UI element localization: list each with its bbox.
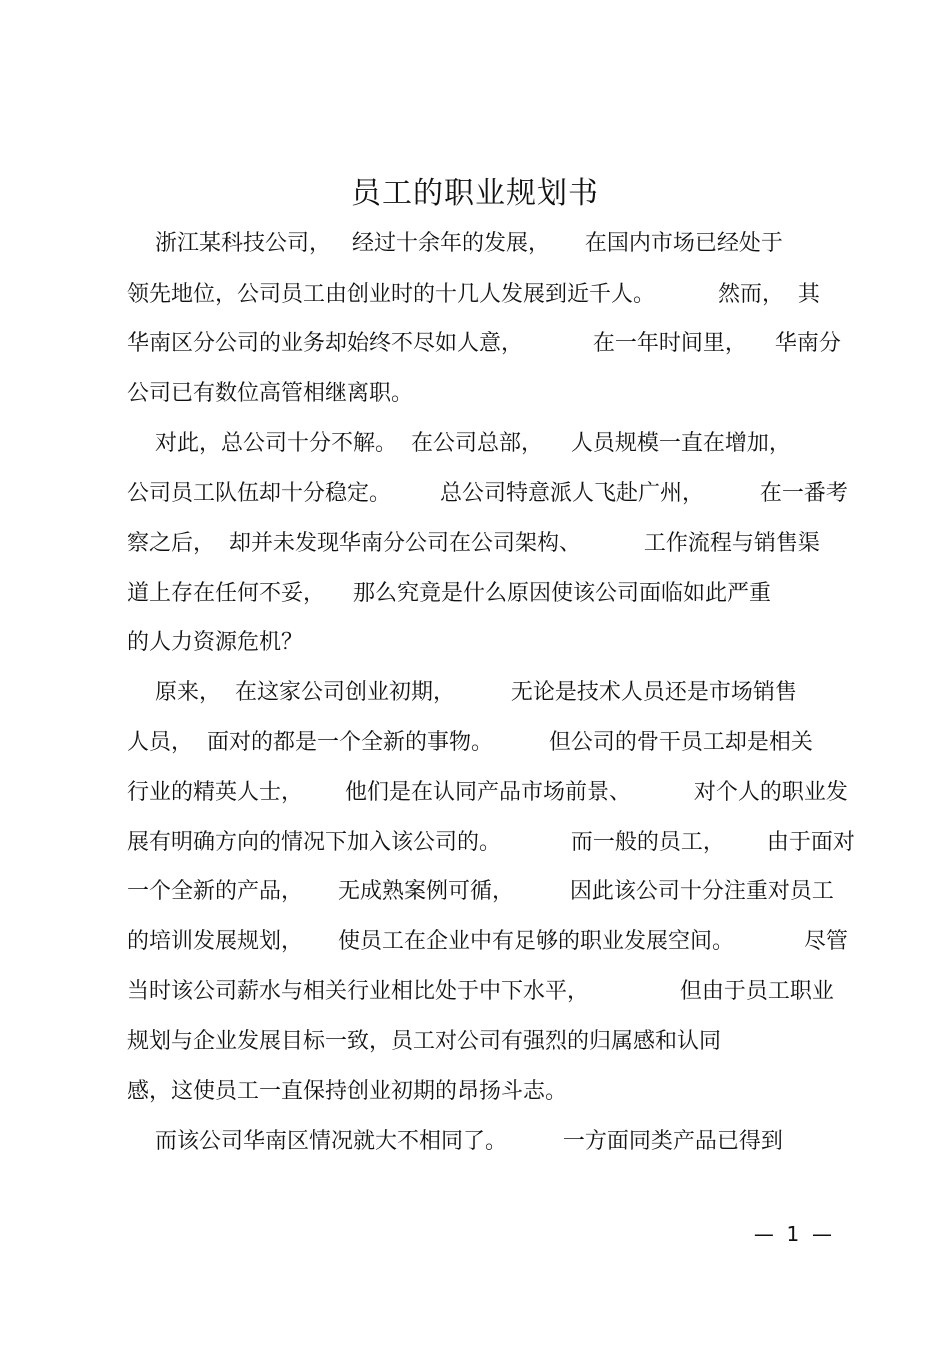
text-line: 而该公司华南区情况就大不相同了。 一方面同类产品已得到 bbox=[127, 1129, 783, 1154]
text-line: 原来， 在这家公司创业初期， 无论是技术人员还是市场销售 bbox=[127, 680, 797, 705]
text-line: 道上存在任何不妥， 那么究竟是什么原因使该公司面临如此严重 bbox=[127, 581, 771, 606]
text-line: 当时该公司薪水与相关行业相比处于中下水平， 但由于员工职业 bbox=[127, 979, 834, 1004]
text-line: 的人力资源危机？ bbox=[127, 630, 304, 655]
text-line: 展有明确方向的情况下加入该公司的。 而一般的员工， 由于面对 bbox=[127, 830, 855, 855]
text-line: 对此，总公司十分不解。 在公司总部， 人员规模一直在增加， bbox=[127, 431, 791, 456]
text-line: 一个全新的产品， 无成熟案例可循， 因此该公司十分注重对员工 bbox=[127, 879, 834, 904]
text-line: 感，这使员工一直保持创业初期的昂扬斗志。 bbox=[127, 1079, 568, 1104]
text-line: 浙江某科技公司， 经过十余年的发展， 在国内市场已经处于 bbox=[127, 231, 783, 256]
text-line: 规划与企业发展目标一致，员工对公司有强烈的归属感和认同 bbox=[127, 1029, 722, 1054]
text-line: 察之后， 却并未发现华南分公司在公司架构、 工作流程与销售渠 bbox=[127, 531, 820, 556]
text-line: 的培训发展规划， 使员工在企业中有足够的职业发展空间。 尽管 bbox=[127, 929, 848, 954]
text-line: 人员， 面对的都是一个全新的事物。 但公司的骨干员工却是相关 bbox=[127, 730, 813, 755]
text-line: 公司已有数位高管相继离职。 bbox=[127, 381, 414, 406]
text-line: 领先地位，公司员工由创业时的十几人发展到近千人。 然而， 其 bbox=[127, 282, 820, 307]
text-line: 行业的精英人士， 他们是在认同产品市场前景、 对个人的职业发 bbox=[127, 780, 848, 805]
text-line: 公司员工队伍却十分稳定。 总公司特意派人飞赴广州， 在一番考 bbox=[127, 481, 848, 506]
page-number: — 1 — bbox=[753, 1222, 832, 1246]
text-line: 华南区分公司的业务却始终不尽如人意， 在一年时间里， 华南分 bbox=[127, 331, 841, 356]
document-title: 员工的职业规划书 bbox=[351, 176, 599, 211]
